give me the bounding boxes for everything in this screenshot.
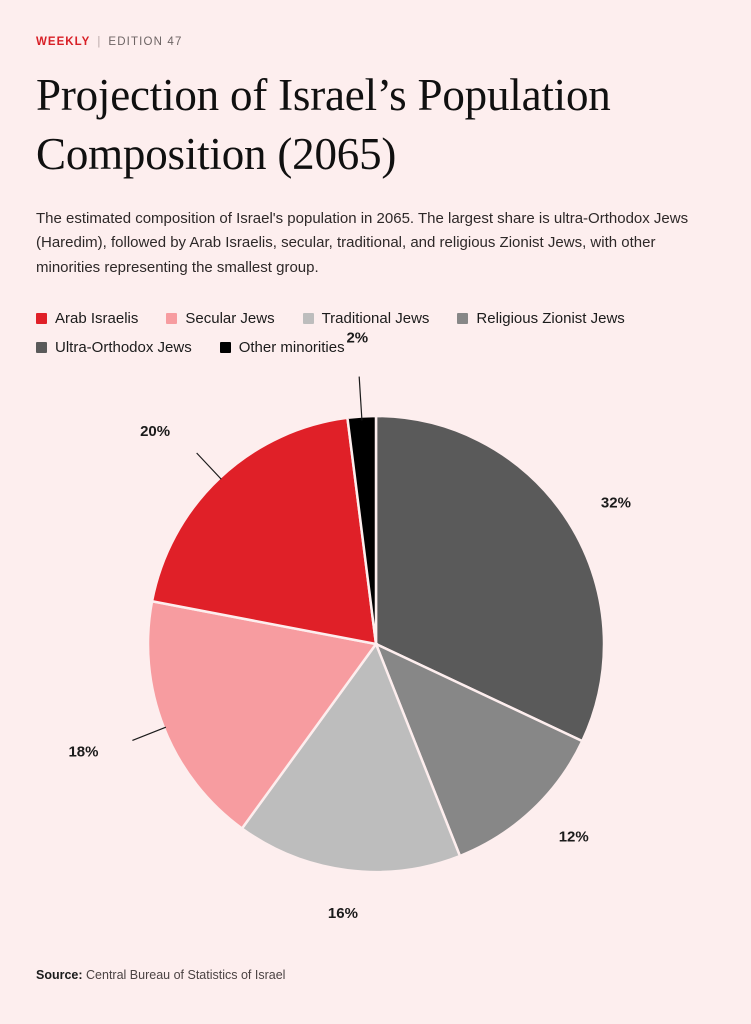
pie-leader-line [132, 727, 165, 740]
pie-slice-value-label: 18% [68, 743, 99, 761]
legend-label: Secular Jews [185, 309, 275, 327]
source-note [36, 968, 285, 982]
legend-label: Ultra-Orthodox Jews [55, 338, 192, 356]
kicker-separator: | [97, 36, 102, 48]
legend-label: Other minorities [238, 338, 345, 356]
kicker-edition: EDITION 47 [108, 36, 183, 48]
legend-item [220, 339, 345, 356]
legend-item [457, 310, 624, 327]
legend-item [36, 339, 192, 356]
legend-swatch-icon [36, 313, 47, 324]
pie-slice-value-label: 2% [346, 329, 369, 347]
pie-slice-value-label: 16% [327, 904, 358, 922]
kicker-weekly: WEEKLY [36, 36, 91, 48]
pie-leader-line [197, 453, 222, 479]
legend-swatch-icon [220, 342, 231, 353]
pie-slice-value-label: 32% [600, 494, 631, 512]
pie-slice-value-label: 20% [140, 423, 171, 441]
source-label: Source: [36, 968, 83, 982]
legend-swatch-icon [303, 313, 314, 324]
pie-leader-line [359, 376, 362, 420]
pie-slice-value-label: 12% [558, 828, 589, 846]
kicker [36, 36, 715, 48]
legend-swatch-icon [166, 313, 177, 324]
page-subtitle: The estimated composition of Israel's population in 2065. The largest share is ultra-Orthodox Jews (Haredim), followed by Arab Israelis, secular, traditional, and religious Zionist Jews, with other minorities representing the smallest group. [36, 210, 689, 276]
legend-item [36, 310, 138, 327]
legend-item [303, 310, 430, 327]
legend-label: Traditional Jews [321, 309, 430, 327]
source-text: Central Bureau of Statistics of Israel [86, 968, 286, 982]
legend-swatch-icon [36, 342, 47, 353]
legend-swatch-icon [457, 313, 468, 324]
page-title: Projection of Israel’s Population Composition (2065) [36, 70, 611, 179]
legend-label: Religious Zionist Jews [476, 309, 625, 327]
legend-item [166, 310, 274, 327]
legend-label: Arab Israelis [55, 309, 139, 327]
